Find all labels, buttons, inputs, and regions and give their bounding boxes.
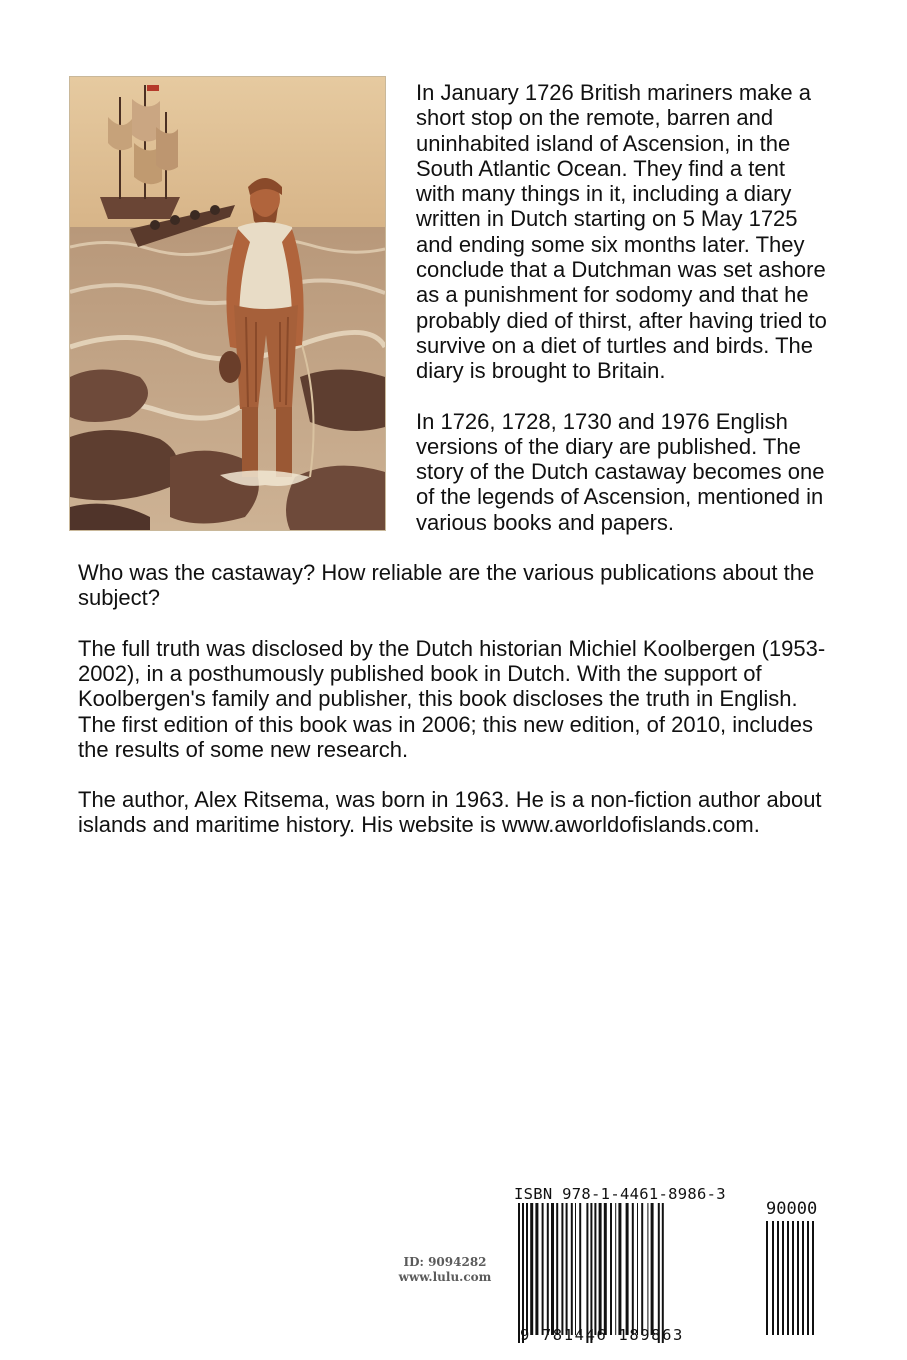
barcode-bar: [812, 1221, 814, 1335]
barcode-bar: [579, 1203, 581, 1335]
barcode-bar: [526, 1203, 528, 1335]
barcode-bar: [575, 1203, 576, 1335]
barcode-bar: [556, 1203, 558, 1335]
barcode-bar: [586, 1203, 588, 1343]
barcode-bar: [626, 1203, 629, 1335]
publisher-info: [385, 1255, 505, 1285]
barcode-bar: [535, 1203, 538, 1335]
barcode-bar: [647, 1203, 648, 1335]
barcode-bar: [604, 1203, 607, 1335]
barcode-bar: [594, 1203, 596, 1335]
barcode-bar: [651, 1203, 654, 1335]
blurb-paragraph: In 1726, 1728, 1730 and 1976 English versions of the diary are published. The story of the Dutch castaway becomes one of the legends of Ascension, mentioned in various books and papers.: [416, 408, 825, 535]
barcode-bar: [615, 1203, 616, 1335]
barcode-bar: [792, 1221, 794, 1335]
barcode-bar: [662, 1203, 664, 1343]
barcode-bar: [561, 1203, 563, 1335]
barcode-bar: [807, 1221, 809, 1335]
price-addon-bars: [766, 1221, 814, 1335]
barcode-bar: [777, 1221, 779, 1335]
ean13-bars: [518, 1203, 664, 1343]
illustration-spacer: [78, 80, 416, 542]
barcode-bar: [566, 1203, 568, 1335]
barcode-bar: [772, 1221, 774, 1335]
back-cover-blurb: [78, 80, 828, 863]
barcode-bar: [518, 1203, 520, 1343]
barcode-bar: [590, 1203, 592, 1343]
publisher-url: www.lulu.com: [398, 1270, 492, 1284]
barcode-bar: [522, 1203, 524, 1343]
barcode-bar: [530, 1203, 533, 1335]
barcode-bar: [551, 1203, 554, 1335]
barcode-bar: [632, 1203, 634, 1335]
isbn-barcode-block: [514, 1185, 818, 1345]
barcode-bar: [766, 1221, 768, 1335]
barcode-bar: [658, 1203, 660, 1343]
barcode-bar: [599, 1203, 602, 1335]
barcode-bar: [787, 1221, 789, 1335]
barcode-bar: [618, 1203, 621, 1335]
barcode-bar: [542, 1203, 544, 1335]
blurb-paragraph: In January 1726 British mariners make a short stop on the remote, barren and uninhabited island of Ascension, in the South Atlantic Ocean. They find a tent with many things in it, including a diary written in Dutch starting on 5 May 1725 and ending some six months later. They conclude that a Dutchman was set ashore as a punishment for sodomy and that he probably died of thirst, after having tried to survive on a diet of turtles and birds. The diary is brought to Britain.: [416, 80, 827, 384]
blurb-paragraph: The full truth was disclosed by the Dutch historian Michiel Koolbergen (1953-2002), in a posthumously published book in Dutch. With the support of Koolbergen's family and publisher, this book discloses the truth in English. The first edition of this book was in 2006; this new edition, of 2010, includes the results of some new research.: [78, 635, 826, 762]
barcode-bar: [782, 1221, 784, 1335]
barcode-bar: [802, 1221, 804, 1335]
barcode-bar: [637, 1203, 638, 1335]
barcode-digits: 9 781446 189863: [520, 1326, 684, 1344]
barcode-bar: [571, 1203, 573, 1335]
blurb-paragraph: The author, Alex Ritsema, was born in 1963. He is a non-fiction author about islands and maritime history. His website is www.aworldofislands.com.: [78, 787, 822, 838]
barcode-bar: [641, 1203, 643, 1335]
barcode-bar: [610, 1203, 612, 1335]
barcode-bar: [797, 1221, 799, 1335]
price-code: 90000: [766, 1199, 818, 1219]
publisher-id: ID: 9094282: [403, 1255, 487, 1269]
blurb-paragraph: Who was the castaway? How reliable are the various publications about the subject?: [78, 560, 815, 611]
barcode-bar: [547, 1203, 549, 1335]
isbn-label: ISBN 978-1-4461-8986-3: [514, 1185, 726, 1203]
